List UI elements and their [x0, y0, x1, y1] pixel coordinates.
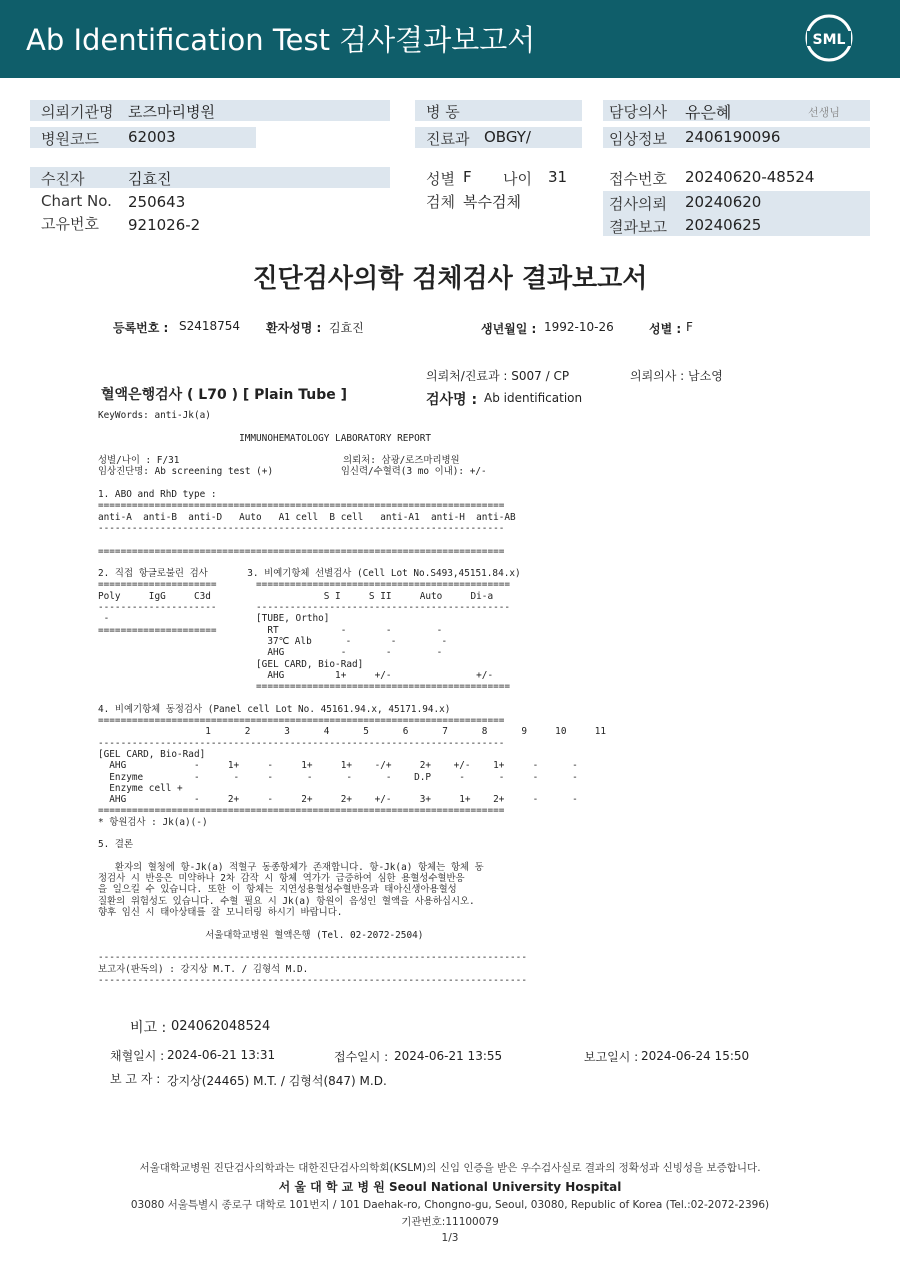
report-sex-value: F [686, 320, 693, 334]
report-line: Enzyme cell + [98, 782, 183, 794]
report-line: 성별/나이 : F/31 의뢰처: 삼광/로즈마리병원 [98, 455, 460, 467]
ref-dept: 의뢰처/진료과 : S007 / CP [426, 369, 570, 383]
lab-report-body [98, 410, 606, 986]
report-line: 5. 결론 [98, 839, 134, 851]
reporter-label: 보 고 자 : [110, 1072, 161, 1086]
report-line: AHG - 1+ - 1+ 1+ -/+ 2+ +/- 1+ - - [98, 760, 578, 772]
hospital-code-label: 병원코드 [41, 130, 99, 148]
report-line: * 항원검사 : Jk(a)(-) [98, 816, 208, 828]
hospital-code-value: 62003 [128, 128, 176, 146]
report-line: 1 2 3 4 5 6 7 8 9 10 11 [98, 726, 606, 738]
page-title: Ab Identification Test 검사결과보고서 [26, 23, 536, 57]
report-line: ======================================================================== [98, 500, 505, 512]
report-line: ===================== RT - - - [98, 624, 443, 636]
patient-label: 수진자 [41, 170, 85, 188]
institution-value: 로즈마리병원 [128, 103, 215, 121]
collect-value: 2024-06-21 13:31 [167, 1048, 276, 1062]
clinical-value: 2406190096 [685, 128, 781, 146]
footer-org-number: 기관번호:11100079 [401, 1216, 499, 1228]
report-line: IMMUNOHEMATOLOGY LABORATORY REPORT [98, 432, 432, 444]
report-line: ======================================================================== [98, 805, 505, 817]
report-line: ------------------------------------------------------------------------ [98, 522, 505, 534]
report-line: ============================================= [98, 681, 511, 693]
receive-value: 2024-06-21 13:55 [394, 1049, 503, 1063]
department-label: 진료과 [426, 130, 470, 148]
test-group: 혈액은행검사 ( L70 ) [ Plain Tube ] [101, 387, 348, 403]
svg-text:SML: SML [812, 32, 846, 48]
specimen-label: 검체 [426, 193, 455, 211]
report-sex-label: 성별 : [649, 322, 682, 336]
report-line: - [TUBE, Ortho] [98, 613, 330, 625]
report-line: ------------------------------------------------------------------------ [98, 737, 505, 749]
report-date-label: 결과보고 [609, 218, 667, 236]
report-line: AHG - 2+ - 2+ 2+ +/- 3+ 1+ 2+ - - [98, 794, 578, 806]
dob-value: 1992-10-26 [544, 320, 614, 334]
chart-label: Chart No. [41, 192, 112, 210]
report-date-value: 20240625 [685, 216, 762, 234]
test-name-label: 검사명 : [426, 392, 478, 408]
sex-label: 성별 [426, 170, 455, 188]
report-time-label: 보고일시 : [584, 1050, 639, 1064]
request-label: 검사의뢰 [609, 195, 667, 213]
footer-hospital-ko: 서 울 대 학 교 병 원 [278, 1180, 385, 1194]
sex-value: F [463, 168, 472, 186]
report-line: anti-A anti-B anti-D Auto A1 cell B cell anti-A1 anti-H anti-AB [98, 511, 516, 523]
report-line: ======================================================================== [98, 545, 505, 557]
doctor-suffix: 선생님 [808, 106, 840, 119]
ref-doctor: 의뢰의사 : 남소영 [630, 369, 723, 383]
report-line: 정검사 시 반응은 미약하나 2차 감작 시 항체 역가가 급증하여 심한 용혈성수혈반응 [98, 873, 465, 885]
report-title: 진단검사의학 검체검사 결과보고서 [252, 264, 648, 294]
unique-value: 921026-2 [128, 216, 201, 234]
report-line: 37℃ Alb - - - [98, 635, 448, 647]
report-line: 임상진단명: Ab screening test (+) 임신력/수혈력(3 mo 이내): +/- [98, 466, 487, 478]
report-line: AHG 1+ +/- +/- [98, 669, 494, 681]
reg-label: 등록번호 : [113, 321, 169, 335]
report-line: 환자의 혈청에 항-Jk(a) 적혈구 동종항체가 존재합니다. 항-Jk(a) 항체는 항체 동 [98, 861, 484, 873]
report-time-value: 2024-06-24 15:50 [641, 1049, 750, 1063]
reporter-value: 강지상(24465) M.T. / 김형석(847) M.D. [167, 1074, 387, 1088]
name-value: 김효진 [329, 321, 364, 335]
report-line: 4. 비예기항체 동정검사 (Panel cell Lot No. 45161.94.x, 45171.94.x) [98, 703, 451, 715]
report-line: --------------------- --------------------------------------------- [98, 602, 511, 614]
receipt-value: 20240620-48524 [685, 168, 815, 186]
request-value: 20240620 [685, 193, 762, 211]
header-bar [0, 0, 900, 78]
dob-label: 생년월일 : [481, 322, 537, 336]
collect-label: 채혈일시 : [110, 1049, 165, 1063]
report-line: ===================== ============================================= [98, 579, 511, 591]
report-line: 1. ABO and RhD type : [98, 489, 217, 501]
receive-label: 접수일시 : [334, 1050, 389, 1064]
institution-label: 의뢰기관명 [41, 103, 114, 121]
report-line: 을 일으킬 수 있습니다. 또한 이 항체는 지연성용혈성수혈반응과 태아신생아용혈성 [98, 884, 457, 896]
doctor-label: 담당의사 [609, 103, 667, 121]
receipt-label: 접수번호 [609, 170, 667, 188]
note-value: 024062048524 [171, 1019, 271, 1034]
report-line: [GEL CARD, Bio-Rad] [98, 748, 206, 760]
report-line: ---------------------------------------------------------------------------- [98, 974, 527, 986]
footer-address: 03080 서울특별시 종로구 대학로 101번지 / 101 Daehak-ro, Chongno-gu, Seoul, 03080, Republic of Korea (Tel.:02-2072-2396) [130, 1199, 770, 1211]
note-label: 비고 : [130, 1020, 167, 1036]
report-line: Enzyme - - - - - - D.P - - - - [98, 771, 578, 783]
doctor-value: 유은혜 [685, 103, 732, 122]
reg-value: S2418754 [179, 319, 241, 333]
ward-label: 병 동 [426, 103, 460, 121]
report-line: Poly IgG C3d S I S II Auto Di-a [98, 590, 494, 602]
report-line: 보고자(판독의) : 강지상 M.T. / 김형석 M.D. [98, 963, 309, 975]
specimen-value: 복수검체 [463, 193, 521, 211]
footer-hospital-en: Seoul National University Hospital [389, 1180, 622, 1194]
report-line: 향후 임신 시 태아상태를 잘 모니터링 하시기 바랍니다. [98, 907, 343, 919]
report-line: 2. 직접 항글로불린 검사 3. 비예기항체 선별검사 (Cell Lot No.S493,45151.84.x) [98, 568, 521, 580]
report-line: 서울대학교병원 혈액은행 (Tel. 02-2072-2504) [98, 929, 424, 941]
age-label: 나이 [503, 170, 532, 188]
report-line: AHG - - - [98, 647, 443, 659]
report-line: ======================================================================== [98, 715, 505, 727]
report-line: 질환의 위험성도 있습니다. 수혈 필요 시 Jk(a) 항원이 음성인 혈액을 사용하십시오. [98, 895, 475, 907]
test-name-value: Ab identification [484, 391, 583, 405]
department-value: OBGY/ [484, 128, 531, 146]
age-value: 31 [548, 168, 568, 186]
sml-logo [804, 13, 854, 63]
unique-label: 고유번호 [41, 215, 99, 233]
report-line: ---------------------------------------------------------------------------- [98, 952, 527, 964]
footer-certification: 서울대학교병원 진단검사의학과는 대한진단검사의학회(KSLM)의 신임 인증을 받은 우수검사실로 결과의 정확성과 신빙성을 보증합니다. [139, 1162, 761, 1174]
name-label: 환자성명 : [266, 321, 322, 335]
report-line: [GEL CARD, Bio-Rad] [98, 658, 364, 670]
patient-value: 김효진 [128, 170, 172, 188]
clinical-label: 임상정보 [609, 130, 667, 148]
report-line: KeyWords: anti-Jk(a) [98, 410, 211, 421]
chart-value: 250643 [128, 193, 186, 211]
page-number: 1/3 [441, 1232, 459, 1244]
footer-hospital [0, 1178, 900, 1195]
